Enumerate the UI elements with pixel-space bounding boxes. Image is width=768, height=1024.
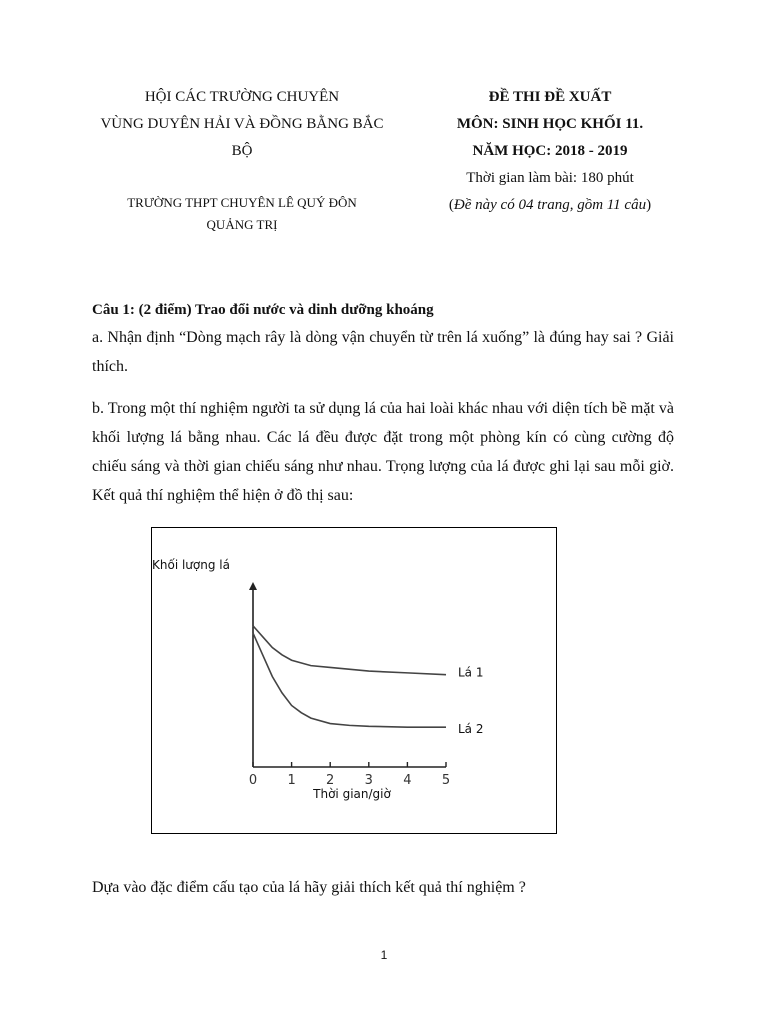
- exam-header: [405, 84, 695, 219]
- question-part-a: a. Nhận định “Dòng mạch rây là dòng vận chuyển từ trên lá xuống” là đúng hay sai ? Giải thích.: [92, 329, 674, 375]
- org-line-1: HỘI CÁC TRƯỜNG CHUYÊN: [144, 89, 340, 105]
- exam-title: ĐỀ THI ĐỀ XUẤT: [488, 89, 612, 105]
- question-prompt: Dựa vào đặc điểm cấu tạo của lá hãy giải thích kết quả thí nghiệm ?: [92, 879, 526, 896]
- org-line-3: BỘ: [231, 143, 253, 159]
- school-line-1: TRƯỜNG THPT CHUYÊN LÊ QUÝ ĐÔN: [127, 195, 357, 210]
- school-line-2: QUẢNG TRỊ: [206, 217, 278, 232]
- leaf-mass-chart: [152, 528, 556, 833]
- x-tick-label: 0: [248, 773, 258, 788]
- question-title: Câu 1: (2 điểm) Trao đổi nước và dinh dưỡng khoáng: [92, 302, 434, 318]
- x-axis-label: Thời gian/giờ: [313, 787, 391, 801]
- x-tick-label: 5: [441, 773, 451, 788]
- y-axis-label: Khối lượng lá: [152, 558, 230, 572]
- x-tick-label: 3: [364, 773, 373, 788]
- x-tick-label: 4: [403, 773, 412, 788]
- series-label-2: Lá 2: [458, 722, 484, 737]
- chart-frame: [151, 527, 557, 834]
- question-part-b: b. Trong một thí nghiệm người ta sử dụng lá của hai loài khác nhau với diện tích bề mặt và khối lượng lá bằng nhau. Các lá đều được đặt trong một phòng kín có cùng cường độ chiếu sáng và thời gian chiếu sáng như nhau. Trọng lượng của lá được ghi lại sau mỗi giờ. Kết quả thí nghiệm thể hiện ở đồ thị sau:: [92, 400, 674, 504]
- exam-subject: MÔN: SINH HỌC KHỐI 11.: [456, 116, 644, 132]
- exam-page-info: (Đề này có 04 trang, gồm 11 câu): [448, 197, 652, 213]
- exam-year: NĂM HỌC: 2018 - 2019: [472, 143, 628, 159]
- organization-header: [92, 84, 392, 165]
- x-tick-label: 2: [326, 773, 335, 788]
- school-header: [92, 192, 392, 236]
- page-number: 1: [380, 948, 388, 962]
- series-label-1: Lá 1: [458, 665, 484, 680]
- exam-duration: Thời gian làm bài: 180 phút: [466, 170, 634, 186]
- x-tick-label: 1: [287, 773, 296, 788]
- org-line-2: VÙNG DUYÊN HẢI VÀ ĐỒNG BẰNG BẮC: [100, 116, 384, 132]
- exam-page-info-text: Đề này có 04 trang, gồm 11 câu: [453, 197, 647, 213]
